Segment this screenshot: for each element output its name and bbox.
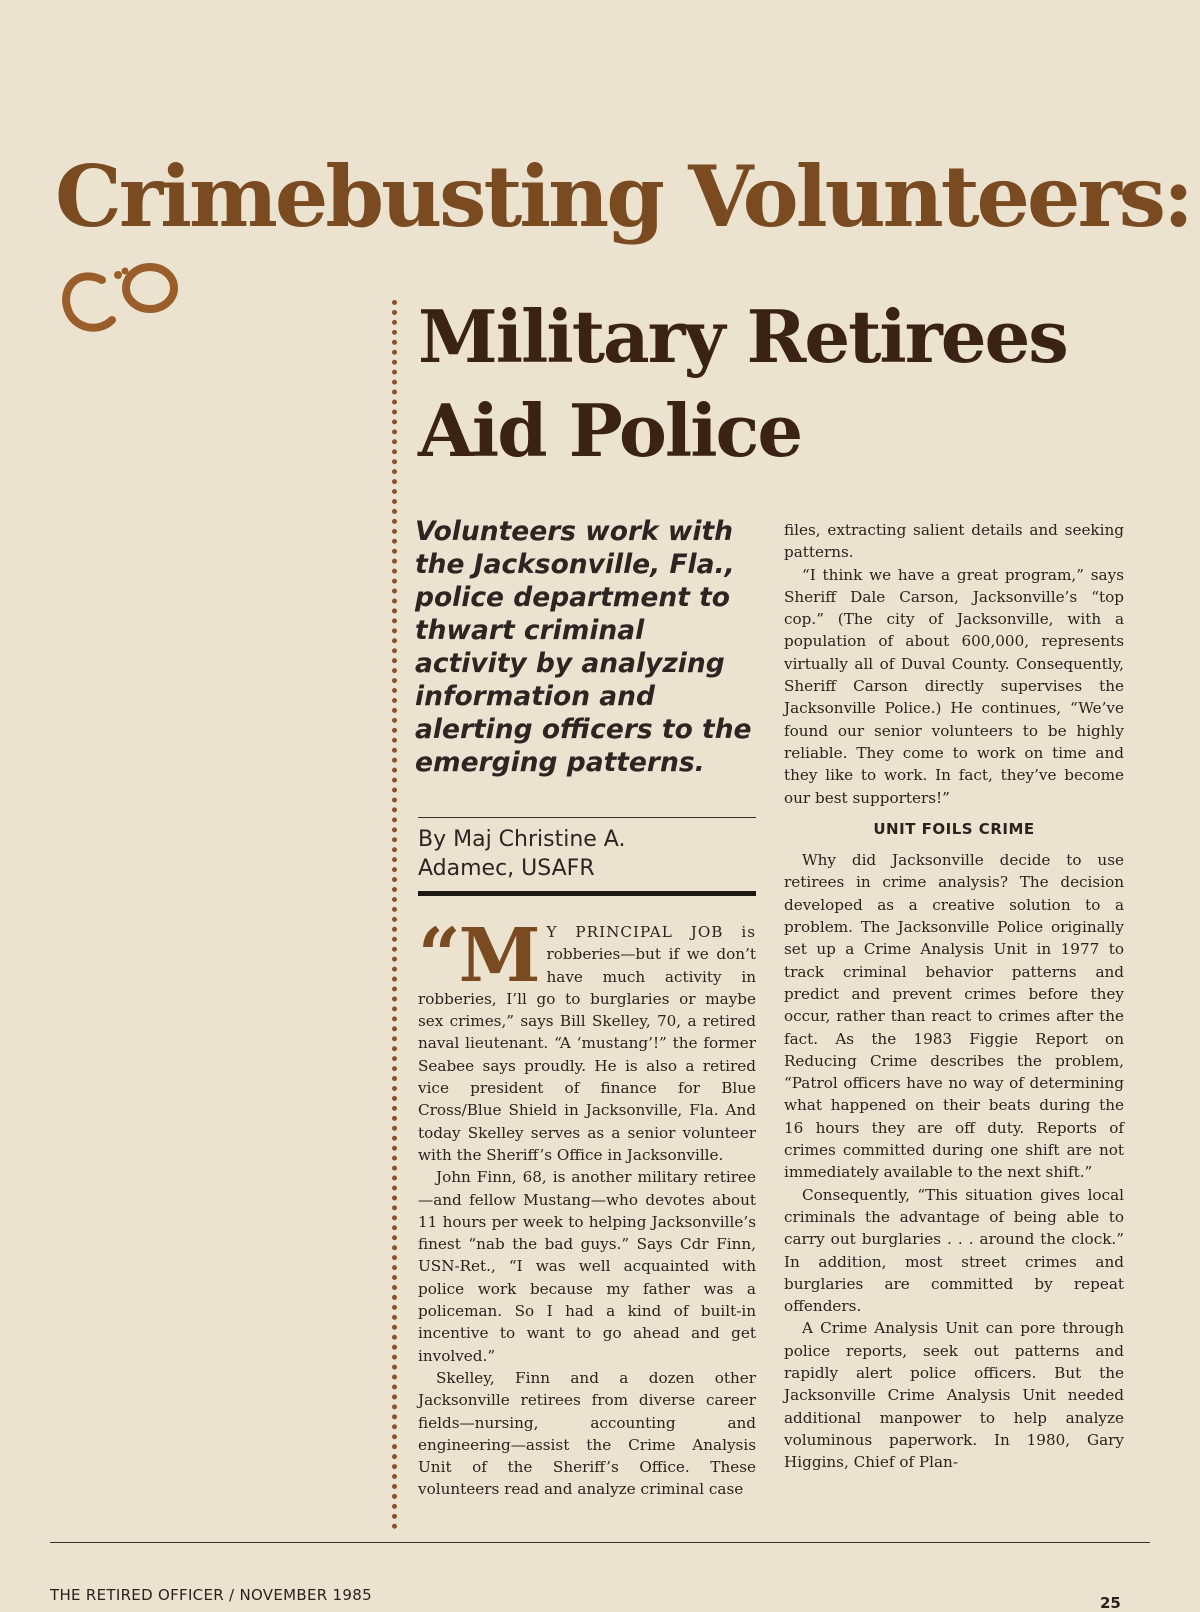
subheadline-line-2: Aid Police <box>418 388 802 473</box>
dotted-column-rule <box>392 300 397 1530</box>
byline-top-rule <box>418 817 756 818</box>
byline <box>418 825 758 883</box>
byline-line-2: Adamec, USAFR <box>418 856 595 881</box>
headline: Crimebusting Volunteers: <box>55 147 1191 246</box>
body-paragraph: Why did Jacksonville decide to use retirees in crime analysis? The decision developed as a creative solution to a problem. The Jacksonville Police originally set up a Crime Analysis Unit in 1977 to track criminal behavior patterns and predict and prevent crimes before they occur, rather than react to crimes after the fact. As the 1983 Figgie Report on Reducing Crime describes the problem, “Patrol officers have no way of determining what happened on their beats during the 16 hours they are off duty. Reports of crimes committed during one shift are not immediately available to the next shift.” <box>784 851 1124 1182</box>
deck-summary: Volunteers work with the Jacksonville, Fla., police department to thwart criminal activity by analyzing information and alerting officers to the emerging patterns. <box>415 516 752 778</box>
footer-publication: THE RETIRED OFFICER / NOVEMBER 1985 <box>50 1586 372 1604</box>
body-paragraph: Consequently, “This situation gives local criminals the advantage of being able to carry out burglaries . . . around the clock.” In addition, most street crimes and burglaries are committed by repeat offenders. <box>784 1185 1124 1316</box>
footer-rule <box>50 1542 1150 1543</box>
body-paragraph: A Crime Analysis Unit can pore through police reports, seek out patterns and rapidly alert police officers. But the Jacksonville Crime Analysis Unit needed additional manpower to help analyze voluminous paperwork. In 1980, Gary Higgins, Chief of Plan- <box>784 1319 1124 1472</box>
lead-paragraph <box>418 913 756 1166</box>
body-paragraph: “I think we have a great program,” says Sheriff Dale Carson, Jacksonville’s “top cop.” (The city of Jacksonville, with a population of about 600,000, represents virtually all of Duval County. Consequently, Sheriff Carson directly supervises the Jacksonville Police.) He continues, “We’ve found our senior volunteers to be highly reliable. They come to work on time and they like to work. In fact, they’ve become our best supporters!” <box>784 565 1124 807</box>
byline-bottom-rule <box>418 891 756 896</box>
body-column-2 <box>784 519 1124 1473</box>
subheadline <box>418 290 1067 478</box>
lead-caps: Y PRINCIPAL JOB is <box>546 923 756 941</box>
handcuffs-icon <box>58 258 188 348</box>
drop-cap <box>418 913 539 999</box>
lead-rest: robberies—but if we don’t have much activity in robberies, I’ll go to burglaries or maybe sex crimes,” says Bill Skelley, 70, a retired naval lieutenant. “A ‘mustang’!” the former Seabee says proudly. He is also a retired vice president of finance for Blue Cross/Blue Shield in Jacksonville, Fla. And today Skelley serves as a senior volunteer with the Sheriff’s Office in Jacksonville. <box>418 945 756 1164</box>
body-paragraph: John Finn, 68, is another military retiree—and fellow Mustang—who devotes about 11 hours per week to helping Jacksonville’s finest “nab the bad guys.” Says Cdr Finn, USN-Ret., “I was well acquainted with police work because my father was a policeman. So I had a kind of built-in incentive to want to go ahead and get involved.” <box>418 1168 756 1365</box>
subheadline-line-1: Military Retirees <box>418 294 1067 379</box>
byline-line-1: By Maj Christine A. <box>418 827 626 852</box>
page-number: 25 <box>1100 1594 1121 1612</box>
section-subhead: UNIT FOILS CRIME <box>873 819 1035 838</box>
drop-cap-quote: “ <box>418 913 459 999</box>
drop-cap-letter: M <box>458 913 539 999</box>
body-paragraph: Skelley, Finn and a dozen other Jacksonville retirees from diverse career fields—nursing, accounting and engineering—assist the Crime Analysis Unit of the Sheriff’s Office. These volunteers read and analyze criminal case <box>418 1368 756 1499</box>
body-paragraph: files, extracting salient details and seeking patterns. <box>784 521 1124 562</box>
body-column-1 <box>418 913 756 1501</box>
